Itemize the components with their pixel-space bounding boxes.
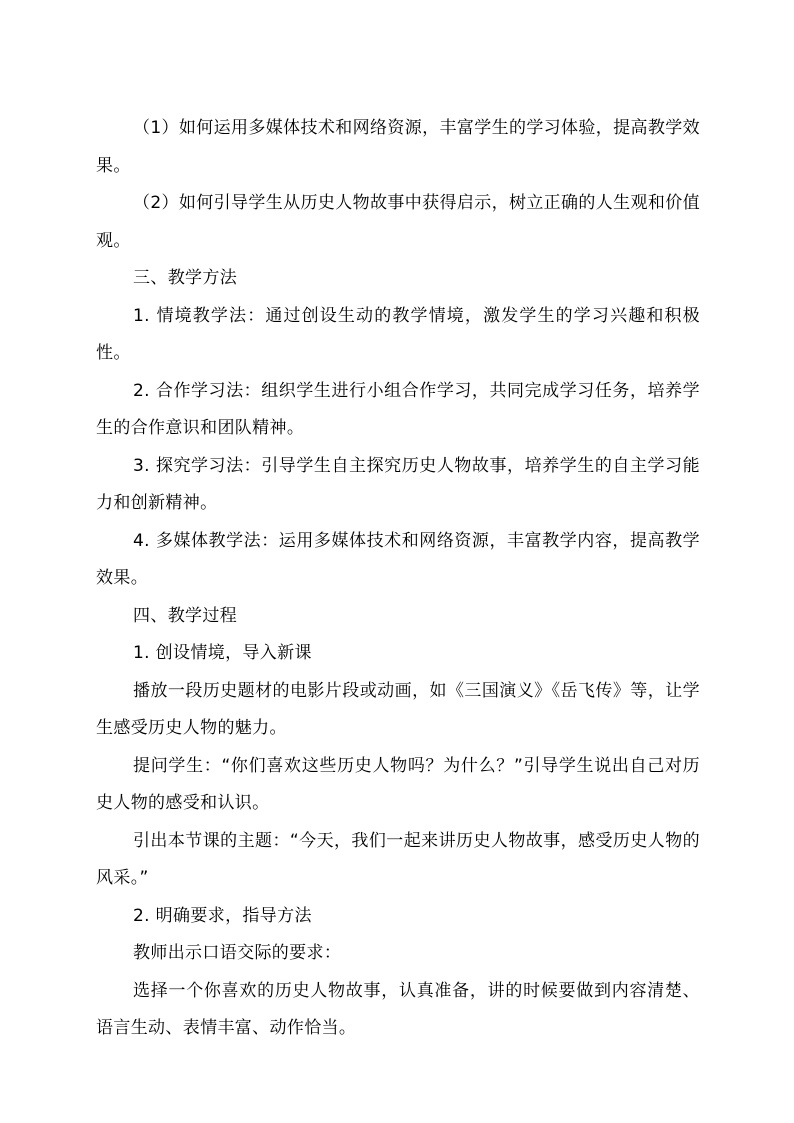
paragraph-step-1-topic: 引出本节课的主题：“今天，我们一起来讲历史人物故事，感受历史人物的风采。” xyxy=(96,830,700,888)
paragraph-step-1-play-clip: 播放一段历史题材的电影片段或动画，如《三国演义》《岳飞传》等，让学生感受历史人物的魅力。 xyxy=(96,680,700,738)
section-heading-teaching-methods: 三、教学方法 xyxy=(133,268,238,288)
paragraph-question-2: （2）如何引导学生从历史人物故事中获得启示，树立正确的人生观和价值观。 xyxy=(96,193,700,251)
paragraph-step-1-question: 提问学生：“你们喜欢这些历史人物吗？为什么？”引导学生说出自己对历史人物的感受和认识。 xyxy=(96,755,700,813)
paragraph-method-1: 1. 情境教学法：通过创设生动的教学情境，激发学生的学习兴趣和积极性。 xyxy=(96,305,700,363)
paragraph-question-1: （1）如何运用多媒体技术和网络资源，丰富学生的学习体验，提高教学效果。 xyxy=(96,118,700,176)
document-body xyxy=(96,110,700,1048)
subheading-step-2: 2. 明确要求，指导方法 xyxy=(133,905,312,926)
paragraph-method-4: 4. 多媒体教学法：运用多媒体技术和网络资源，丰富教学内容，提高教学效果。 xyxy=(96,530,700,588)
paragraph-method-3: 3. 探究学习法：引导学生自主探究历史人物故事，培养学生的自主学习能力和创新精神。 xyxy=(96,455,700,513)
section-heading-teaching-process: 四、教学过程 xyxy=(133,605,238,626)
subheading-step-1: 1. 创设情境，导入新课 xyxy=(133,643,312,663)
paragraph-step-2-task: 选择一个你喜欢的历史人物故事，认真准备，讲的时候要做到内容清楚、语言生动、表情丰富、动作恰当。 xyxy=(96,980,700,1038)
paragraph-method-2: 2. 合作学习法：组织学生进行小组合作学习，共同完成学习任务，培养学生的合作意识和团队精神。 xyxy=(96,380,700,438)
paragraph-step-2-requirements: 教师出示口语交际的要求： xyxy=(133,943,342,963)
